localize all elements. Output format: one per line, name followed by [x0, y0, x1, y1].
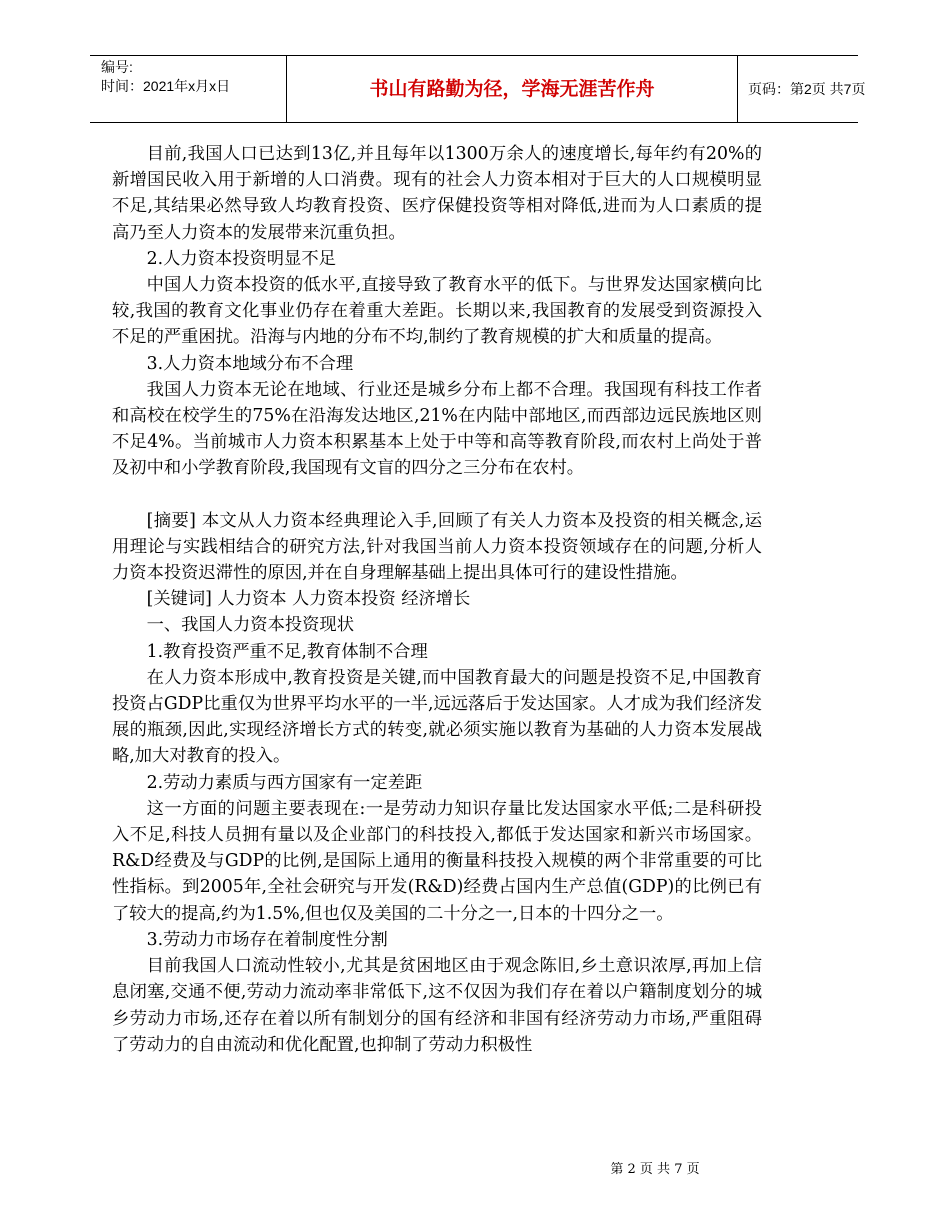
section-heading: 3.人力资本地域分布不合理 — [146, 353, 354, 374]
page-header — [90, 55, 866, 123]
keywords: [关键词] 人力资本 人力资本投资 经济增长 — [146, 589, 471, 610]
header-meta — [90, 56, 286, 122]
section-heading: 1.教育投资严重不足,教育体制不合理 — [146, 641, 428, 662]
document-date: 时间：2021年x月x日 — [101, 78, 231, 94]
header-motto: 书山有路勤为径，学海无涯苦作舟 — [286, 56, 738, 122]
section-heading: 2.人力资本投资明显不足 — [146, 248, 336, 269]
page-number: 第 2 页 共 7 页 — [610, 1162, 700, 1177]
document-body — [112, 141, 762, 1058]
paragraph: 目前,我国人口已达到13亿,并且每年以1300万余人的速度增长,每年约有20%的新增国民收入用于新增的人口消费。现有的社会人力资本相对于巨大的人口规模明显不足,其结果必然导致人均教育投资、医疗保健投资等相对降低,进而为人口素质的提高乃至人力资本的发展带来沉重负担。 — [112, 144, 762, 243]
section-heading: 3.劳动力市场存在着制度性分割 — [146, 929, 388, 950]
paragraph: 这一方面的问题主要表现在:一是劳动力知识存量比发达国家水平低;二是科研投入不足,科技人员拥有量以及企业部门的科技投入,都低于发达国家和新兴市场国家。R&D经费及与GDP的比例,是国际上通用的衡量科技投入规模的两个非常重要的可比性指标。到2005年,全社会研究与开发(R&D)经费占国内生产总值(GDP)的比例已有了较大的提高,约为1.5%,但也仅及美国的二十分之一,日本的十四分之一。 — [112, 798, 762, 924]
paragraph: 我国人力资本无论在地域、行业还是城乡分布上都不合理。我国现有科技工作者和高校在校学生的75%在沿海发达地区,21%在内陆中部地区,而西部边远民族地区则不足4%。当前城市人力资本积累基本上处于中等和高等教育阶段,而农村上尚处于普及初中和小学教育阶段,我国现有文盲的四分之三分布在农村。 — [112, 379, 762, 479]
paragraph: 在人力资本形成中,教育投资是关键,而中国教育最大的问题是投资不足,中国教育投资占GDP比重仅为世界平均水平的一半,远远落后于发达国家。人才成为我们经济发展的瓶颈,因此,实现经济增长方式的转变,就必须实施以教育为基础的人力资本发展战略,加大对教育的投入。 — [112, 667, 762, 767]
page-footer — [0, 1158, 950, 1177]
paragraph: 目前我国人口流动性较小,尤其是贫困地区由于观念陈旧,乡土意识浓厚,再加上信息闭塞,交通不便,劳动力流动率非常低下,这不仅因为我们存在着以户籍制度划分的城乡劳动力市场,还存在着以所有制划分的国有经济和非国有经济劳动力市场,严重阻碍了劳动力的自由流动和优化配置,也抑制了劳动力积极性 — [112, 956, 762, 1055]
paragraph: 中国人力资本投资的低水平,直接导致了教育水平的低下。与世界发达国家横向比较,我国的教育文化事业仍存在着重大差距。长期以来,我国教育的发展受到资源投入不足的严重困扰。沿海与内地的分布不均,制约了教育规模的扩大和质量的提高。 — [112, 275, 762, 348]
document-number-label: 编号: — [101, 59, 133, 75]
section-heading: 2.劳动力素质与西方国家有一定差距 — [146, 772, 423, 793]
header-page-info: 页码：第2页 共7页 — [748, 81, 866, 97]
abstract: [摘要] 本文从人力资本经典理论入手,回顾了有关人力资本及投资的相关概念,运用理论与实践相结合的研究方法,针对我国当前人力资本投资领域存在的问题,分析人力资本投资迟滞性的原因,并在自身理解基础上提出具体可行的建设性措施。 — [112, 510, 762, 584]
section-heading: 一、我国人力资本投资现状 — [146, 615, 354, 636]
